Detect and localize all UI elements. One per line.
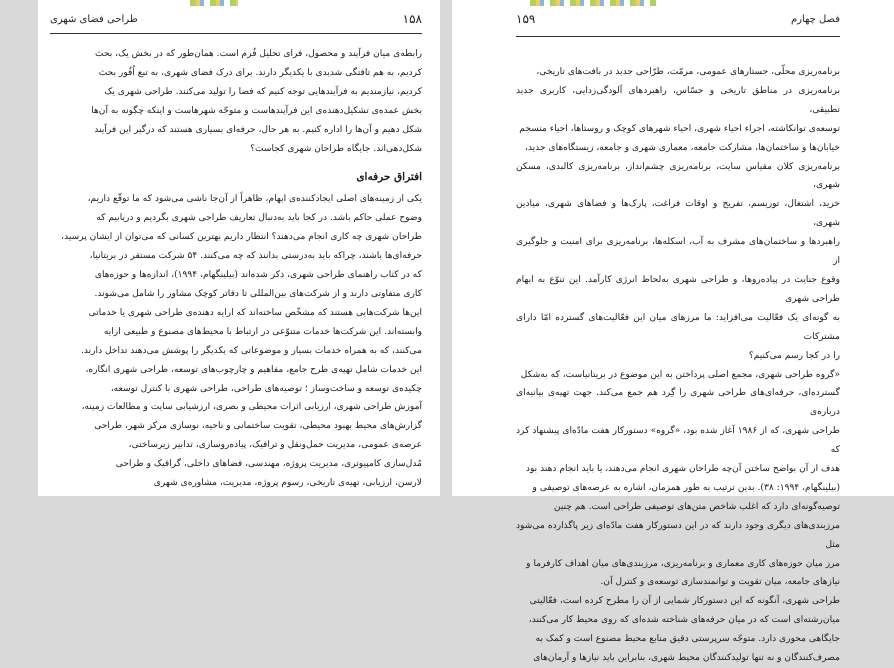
text-line: مرز میان حوزه‌های کاری معماری و برنامه‌ریزی، مرزبندی‌های میان اهداف کارفرما و [526,558,840,569]
text-line: گزارش‌های محیط بهبود محیطی، تقویت ساختمانی و ناحیه، نوسازی مرکز شهر، طراحی [94,421,422,432]
text-line: راهبردها و ساختمان‌های مشرف به آب، اسکله‌ها، برنامه‌ریزی برای امنیت و جلوگیری از [516,237,840,267]
left-page-body [50,45,422,493]
section-heading: افتراق حرفه‌ای [356,171,422,184]
text-line: که در کتاب راهنمای طراحی شهری، ذکر شده‌اند (بیلینگهام، ۱۹۹۴)، اندازه‌ها و حوزه‌های [94,270,422,281]
text-line: هدف از آن بواضح ساختن آن‌چه طراحان شهری انجام می‌دهند، یا باید انجام دهند بود [525,464,840,475]
top-edge-artifact [190,0,238,6]
text-line: یکی از زمینه‌های اصلی ایجادکننده‌ی ابهام، ظاهراً از آن‌جا ناشی می‌شود که ما توقّع داریم، [87,194,422,205]
text-line: مُدل‌سازی کامپیوتری، مدیریت پروژه، مهندسی، فضاهای داخلی، گرافیک و طراحی [115,459,422,470]
text-line: برنامه‌ریزی در مناطق تاریخی و حسّاس، راهبردهای آلودگی‌زدایی، کاربری جدید تطبیقی، [516,85,840,115]
running-head: فصل چهارم [790,13,840,25]
top-edge-artifact [530,0,656,6]
page-number: ۱۵۸ [402,12,422,26]
text-line: این‌ها شرکت‌هایی هستند که مشخّص ساخته‌اند که ارایه دهنده‌ی طراحی شهری یا خدماتی [88,307,422,318]
header-rule [50,33,422,34]
left-page [38,0,440,496]
text-line: (بیلینگهام، ۱۹۹۴: ۳۸). بدین ترتیب به طور همزمان، اشاره به عرصه‌های توصیفی و [532,482,840,493]
right-page [452,0,894,664]
text-line: توصیه‌گونه‌ای دارد که اغلب شاخص متن‌های توصیفی طراحی است. هم چنین [553,501,840,512]
text-line: مرزبندی‌های دیگری وجود دارند که در این دستورکار هفت مادّه‌ای زیر پاگذارده می‌شود مثل [516,520,840,550]
left-page-header [50,10,422,28]
text-line: مصرف‌کنندگان و نه تنها تولیدکنندگان محیط شهری، بنابراین باید نیازها و آرمان‌های [533,653,840,664]
text-line: نیازهای جامعه، میان تقویت و توانمندسازی توسعه‌ی و کنترل آن. [600,577,840,588]
text-line: حرفه‌ای‌ها باشند، چراکه باید به‌درستی بدانند که چه می‌کنند. ۵۴ شرکت مستقر در بریتانیا، [89,251,422,262]
text-line: کردیم، نیازمندیم به فرآیندهایی توجه کنیم که فضا را تولید می‌کنند. طراحی شهری یک [104,86,422,97]
text-line: «گروه طراحی شهری، مجمع اصلی پرداختن به این موضوع در بریتانیاست، که به‌شکل [520,369,840,380]
text-line: را در کجا رسم می‌کنیم؟ [748,350,840,361]
text-line: این خدمات شامل تهیه‌ی طرح جامع، مفاهیم و چارچوب‌های توسعه، طراحی شهری انگاره، [85,364,422,375]
text-line: رابطه‌ی میان فرآیند و محصول، فرای تحلیل فُرم است. همان‌طور که در بخش یک، بحث [94,49,422,59]
text-line: آموزش طراحی شهری، ارزیابی اثرات محیطی و بصری، ارزشیابی سایت و مطالعات زمینه، [81,402,422,413]
text-line: برنامه‌ریزی کلان مقیاس سایت، برنامه‌ریزی چشم‌انداز، برنامه‌ریزی کالبدی، مسکن شهری، [516,161,840,191]
text-line: شکل دهیم و آن‌ها را اداره کنیم. به هر حال، حرفه‌ای بسیاری هستند که درگیر این فرآیند [94,124,422,135]
text-line: جایگاهی محوری دارد. متوجّه سرپرستی دقیق منابع محیط مصنوع است و کمک به [535,634,840,645]
right-page-body [516,63,840,668]
text-line: میان‌رشته‌ای است که در میان حرفه‌های شناخته شده‌ای که روی محیط کار می‌کنند، [528,615,840,626]
text-line: شکل‌دهی‌اند. جایگاه طراحان شهری کجاست؟ [250,143,422,154]
text-line: کاری متفاوتی دارند و از شرکت‌های بین‌المللی تا دفاتر کوچک مشاور را شامل می‌شوند. [94,288,422,299]
text-line: خرید، اشتغال، توریسم، تفریح و اوقات فراغت، پارک‌ها و فضاهای شهری، میادین شهری، [516,199,840,229]
page-number: ۱۵۹ [516,12,536,26]
header-rule [516,36,840,37]
text-line: وضوح عملی حاکم باشد. در کجا باید به‌دنبال تعاریف طراحی شهری بگردیم و دریابیم که [96,213,422,224]
text-line: طراحان شهری چه کاری انجام می‌دهند؟ انتظار داریم بهترین کسانی که می‌توان از ایشان پرسید، [61,232,422,243]
text-line: طراحی شهری، که از ۱۹۸۶ آغاز شده بود، «گروه» دستورکار هفت مادّه‌ای پیشنهاد کرد که [516,426,840,456]
text-line: خیابان‌ها و ساختمان‌ها، مشارکت جامعه، معماری شهری و جامعه، زیستگاه‌های جدید، [524,142,840,153]
text-line: عرصه‌ی عمومی، مدیریت حمل‌ونقل و ترافیک، پیاده‌روسازی، تدابیر زیرساختی، [128,440,422,451]
text-line: می‌کنند، که به همراه خدمات بسیار و موضوعاتی که یکدیگر را پوشش می‌دهند تداخل دارند. [80,345,422,356]
running-head: طراحی فضای شهری [50,13,138,25]
text-line: وابسته‌اند. این شرکت‌ها خدمات متنوّعی در ارتباط با محیط‌های مصنوع و طبیعی ارایه [103,326,422,337]
text-line: بخش عمده‌ی تشکیل‌دهنده‌ی این فرآیندهاست و متوجّه شهرهاست و اینکه چگونه به آن‌ها [91,105,422,116]
text-line: چکیده‌ی توسعه و ساخت‌وساز ؛ توصیه‌های طراحی، طراحی شهری با کنترل توسعه، [110,383,422,394]
text-line: برنامه‌ریزی محلّی، جستارهای عمومی، مرمّت، طرّاحی جدید در بافت‌های تاریخی، [536,67,840,77]
text-line: وقوع جنایت در پیاده‌روها، و طراحی شهری به‌لحاظ انرژی کارآمد. این تنوّع به ابهام طراحی شهری [516,274,840,304]
text-line: کردیم، به هم تافتگی شدیدی با یکدیگر دارند. برای درک فضای شهری، به تبع اُفُور بحث [98,67,422,78]
text-line: به گونه‌ای یک فعّالیت می‌افزاید: ما مرزهای میان این فعّالیت‌های گسترده امّا دارای مشترکات [516,312,840,342]
text-line: لارسن، ارزیابی، تهیه‌ی تاریخی، رسوم پروژه، مدیریت، مشاوره‌ی شهری [153,478,422,489]
text-line: طراحی شهری، آنگونه که این دستورکار شمایی از آن را مطرح کرده است، فعّالیتی [529,596,840,607]
right-page-header [516,10,840,28]
text-line: توسعه‌ی توانکاشته، اجراء احیاء شهری، احیاء شهرهای کوچک و روستاها، احیاء منسجم [519,123,840,134]
text-line: گسترده‌ای، حرفه‌ای‌های طراحی شهری را گِرد هم جمع می‌کند. جهت تهیه‌ی بیانیه‌ای درباره‌ی [516,388,840,418]
